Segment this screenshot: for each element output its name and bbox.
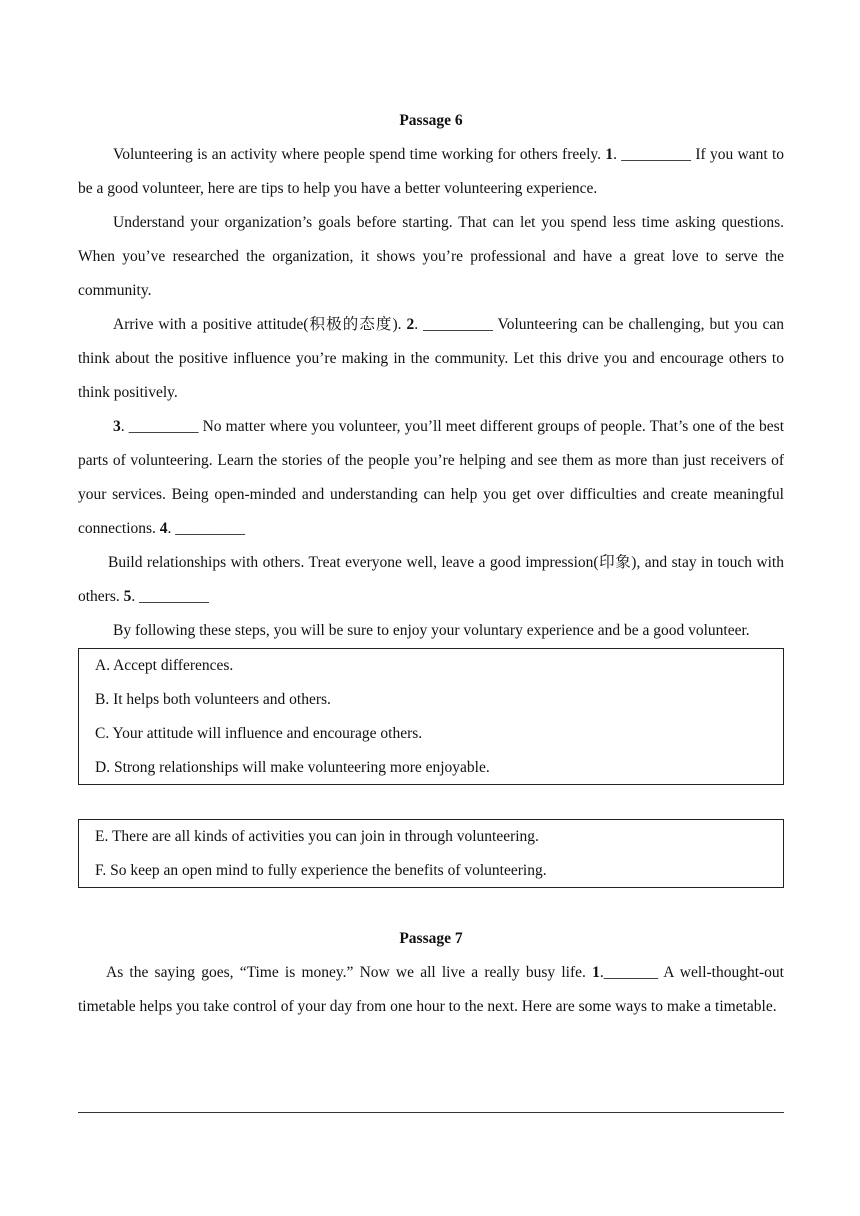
passage-7-paragraph-1 bbox=[78, 956, 784, 1024]
blank-number-2: 2 bbox=[406, 316, 415, 333]
paragraph-text: A well-thought-out timetable helps you take control of your day from one hour to the next. Here are some ways to make a timetable. bbox=[78, 964, 784, 1015]
blank-number-3: 3 bbox=[113, 418, 121, 435]
passage-6-title: Passage 6 bbox=[399, 112, 463, 129]
document-body bbox=[78, 104, 784, 1024]
spacer bbox=[78, 888, 784, 922]
option-b: B. It helps both volunteers and others. bbox=[95, 691, 331, 708]
blank-4: . _________ bbox=[167, 520, 246, 537]
blank-5: . _________ bbox=[131, 588, 209, 605]
option-c: C. Your attitude will influence and encourage others. bbox=[95, 725, 423, 742]
passage-6-paragraph-1 bbox=[78, 138, 784, 206]
blank-number-5: 5 bbox=[123, 588, 132, 605]
option-e: E. There are all kinds of activities you can join in through volunteering. bbox=[95, 828, 539, 845]
option-f: F. So keep an open mind to fully experience the benefits of volunteering. bbox=[95, 862, 547, 879]
passage-7-title: Passage 7 bbox=[399, 930, 463, 947]
passage-6-paragraph-4 bbox=[78, 410, 784, 546]
option-d: D. Strong relationships will make volunteering more enjoyable. bbox=[95, 759, 490, 776]
blank-1: . _________ bbox=[613, 146, 692, 163]
passage-6-paragraph-6: By following these steps, you will be sure to enjoy your voluntary experience and be a good volunteer. bbox=[113, 622, 750, 639]
paragraph-text: No matter where you volunteer, you’ll meet different groups of people. That’s one of the best parts of volunteering. Learn the stories of the people you’re helping and see them as more than just receivers of your services. Being open-minded and understanding can help you get over difficulties and create meaningful connections. bbox=[78, 418, 784, 537]
passage-6-paragraph-3 bbox=[78, 308, 784, 410]
option-a: A. Accept differences. bbox=[95, 657, 234, 674]
paragraph-text: Volunteering is an activity where people spend time working for others freely. bbox=[113, 146, 606, 163]
blank-number-4: 4 bbox=[159, 520, 168, 537]
blank-2: . _________ bbox=[414, 316, 493, 333]
passage-6-paragraph-5 bbox=[78, 546, 784, 614]
page-bottom-divider bbox=[78, 1112, 784, 1113]
paragraph-text: Arrive with a positive attitude(积极的态度). bbox=[113, 316, 407, 333]
options-box-a-to-d bbox=[78, 648, 784, 785]
paragraph-text: Volunteering can be challenging, but you can think about the positive influence you’re making in the community. Let this drive you and encourage others to think positively. bbox=[78, 316, 784, 401]
paragraph-text: As the saying goes, “Time is money.” Now we all live a really busy life. bbox=[106, 964, 593, 981]
blank-number-1: 1 bbox=[592, 964, 600, 981]
blank-number-1: 1 bbox=[605, 146, 614, 163]
paragraph-text: If you want to be a good volunteer, here are tips to help you have a better volunteering experience. bbox=[78, 146, 785, 197]
blank-1: ._______ bbox=[599, 964, 658, 981]
blank-3: . _________ bbox=[120, 418, 199, 435]
options-box-e-to-f bbox=[78, 819, 784, 888]
paragraph-text: Build relationships with others. Treat everyone well, leave a good impression(印象), and stay in touch with others. bbox=[78, 554, 784, 605]
passage-6-paragraph-2: Understand your organization’s goals before starting. That can let you spend less time asking questions. When you’ve researched the organization, it shows you’re professional and have a great love to serve the community. bbox=[78, 214, 784, 299]
